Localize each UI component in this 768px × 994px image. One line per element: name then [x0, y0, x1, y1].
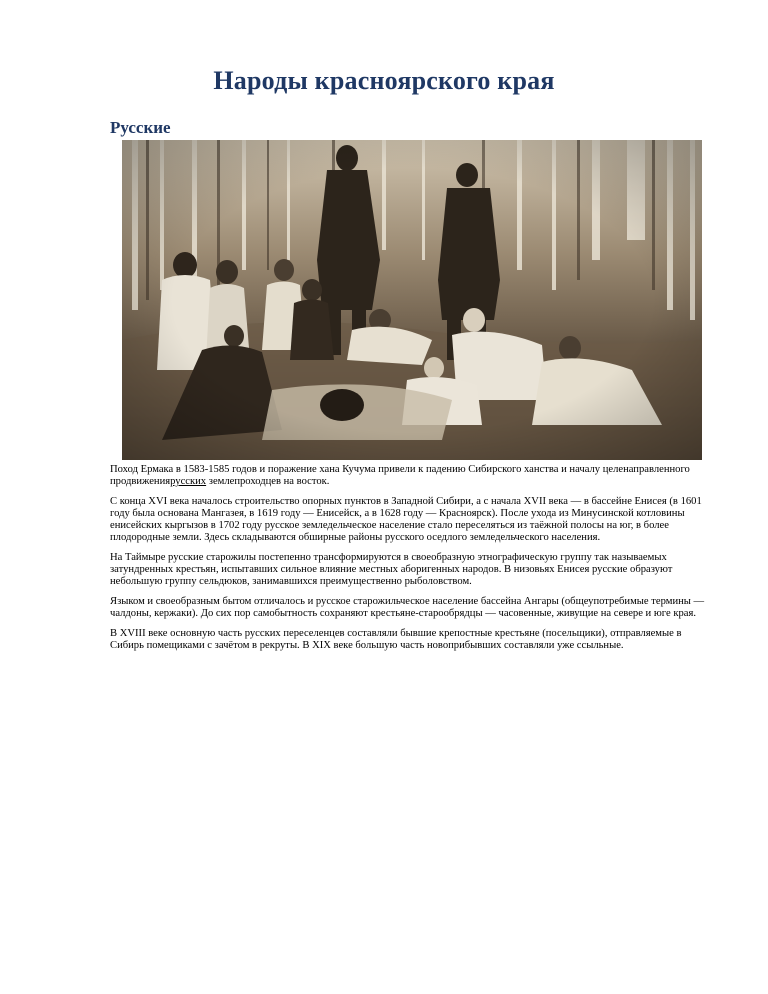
- paragraph-4: Языком и своеобразным бытом отличалось и русское старожильческое население бассейна Ангары (общеупотребимые термины — чалдоны, кержаки). До сих пор самобытность сохраняют крестьяне-старообрядцы — часовенные, живущие на севере и юге края.: [110, 596, 705, 619]
- group-photo-image: [122, 140, 702, 460]
- page-title: Народы красноярского края: [213, 66, 555, 95]
- paragraph-2: С конца XVI века началось строительство опорных пунктов в Западной Сибири, а с начала XVII века — в бассейне Енисея (в 1601 году была основана Мангазея, в 1619 году — Енисейск, а в 1628 году — Красноярск). После ухода из Минусинской котловины енисейских кыргызов в 1702 году русское земледельческое население стало переселяться из таёжной полосы на юг, в более плодородные земли. Здесь складываются обширные районы русского оседлого земледельческого населения.: [110, 496, 702, 543]
- paragraph-1-text-end: землепроходцев на восток.: [206, 476, 330, 487]
- paragraph-1: [110, 464, 706, 488]
- paragraph-1-text-start: Поход Ермака в 1583-1585 годов и поражение хана Кучума привели к падению Сибирского ханства и началу целенаправленного продвижения: [110, 464, 690, 487]
- paragraph-3: На Таймыре русские старожилы постепенно трансформируются в своеобразную этнографическую группу так называемых затундренных крестьян, испытавших сильное влияние местных аборигенных народов. В низовьях Енисея русские образуют небольшую группу сельдюков, занимавшихся преимущественно рыболовством.: [110, 552, 673, 587]
- article-body: [110, 464, 706, 660]
- section-heading-russians: Русские: [110, 118, 171, 137]
- paragraph-5: В XVIII веке основную часть русских переселенцев составляли бывшие крепостные крестьяне (посельщики), отправляемые в Сибирь помещиками с зачётом в рекруты. В XIX веке большую часть новоприбывших составляли уже ссыльные.: [110, 628, 682, 651]
- link-russians[interactable]: русских: [170, 476, 207, 487]
